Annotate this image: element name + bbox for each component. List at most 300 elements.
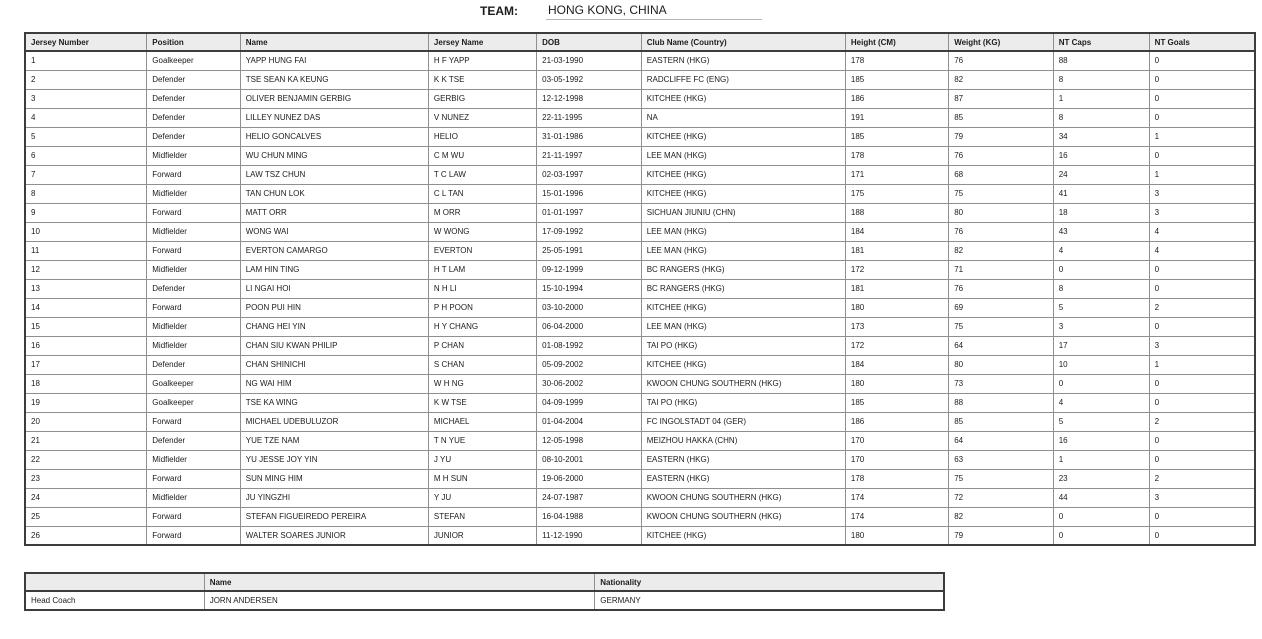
table-cell: 0 [1053, 507, 1149, 526]
table-cell: 186 [845, 412, 948, 431]
table-cell: 186 [845, 89, 948, 108]
table-cell: 1 [1149, 165, 1255, 184]
table-cell: 178 [845, 469, 948, 488]
table-cell: EVERTON CAMARGO [240, 241, 428, 260]
table-cell: 09-12-1999 [537, 260, 642, 279]
table-cell: 2 [1149, 469, 1255, 488]
table-cell: 4 [1149, 222, 1255, 241]
table-row [25, 260, 1255, 279]
table-cell: 184 [845, 222, 948, 241]
table-cell: 2 [25, 70, 147, 89]
table-cell: Midfielder [147, 317, 240, 336]
table-cell: K W TSE [428, 393, 536, 412]
table-cell: 80 [949, 355, 1054, 374]
table-cell: 21-11-1997 [537, 146, 642, 165]
staff-header-row [25, 573, 944, 591]
table-cell: 75 [949, 469, 1054, 488]
table-cell: 22 [25, 450, 147, 469]
table-cell: 0 [1149, 374, 1255, 393]
table-cell: 185 [845, 127, 948, 146]
table-cell: MICHAEL UDEBULUZOR [240, 412, 428, 431]
table-cell: 4 [1053, 393, 1149, 412]
table-cell: EVERTON [428, 241, 536, 260]
table-cell: EASTERN (HKG) [641, 469, 845, 488]
table-cell: LEE MAN (HKG) [641, 241, 845, 260]
table-cell: TSE KA WING [240, 393, 428, 412]
table-cell: 0 [1149, 450, 1255, 469]
table-cell: EASTERN (HKG) [641, 450, 845, 469]
table-cell: 23 [25, 469, 147, 488]
table-cell: 88 [949, 393, 1054, 412]
table-row [25, 488, 1255, 507]
table-cell: 1 [25, 51, 147, 70]
table-cell: 185 [845, 70, 948, 89]
table-cell: JORN ANDERSEN [204, 591, 595, 610]
table-cell: 88 [1053, 51, 1149, 70]
table-cell: 76 [949, 222, 1054, 241]
table-cell: 191 [845, 108, 948, 127]
table-cell: Y JU [428, 488, 536, 507]
table-cell: 16-04-1988 [537, 507, 642, 526]
table-row [25, 51, 1255, 70]
table-cell: 17 [1053, 336, 1149, 355]
table-cell: 24-07-1987 [537, 488, 642, 507]
table-cell: 08-10-2001 [537, 450, 642, 469]
table-cell: 3 [1149, 488, 1255, 507]
table-cell: 170 [845, 431, 948, 450]
table-cell: 180 [845, 374, 948, 393]
table-row [25, 591, 944, 610]
table-cell: 4 [25, 108, 147, 127]
table-cell: 1 [1149, 355, 1255, 374]
table-cell: 185 [845, 393, 948, 412]
table-cell: Goalkeeper [147, 374, 240, 393]
column-header: Jersey Name [428, 33, 536, 51]
table-cell: 0 [1149, 393, 1255, 412]
table-cell: KWOON CHUNG SOUTHERN (HKG) [641, 507, 845, 526]
table-cell: CHANG HEI YIN [240, 317, 428, 336]
table-cell: 71 [949, 260, 1054, 279]
table-cell: WONG WAI [240, 222, 428, 241]
table-cell: 43 [1053, 222, 1149, 241]
table-cell: 3 [1149, 184, 1255, 203]
table-cell: 2 [1149, 412, 1255, 431]
table-cell: 0 [1149, 51, 1255, 70]
table-cell: CHAN SIU KWAN PHILIP [240, 336, 428, 355]
table-cell: Defender [147, 127, 240, 146]
table-cell: 68 [949, 165, 1054, 184]
table-row [25, 355, 1255, 374]
table-cell: H Y CHANG [428, 317, 536, 336]
table-cell: Midfielder [147, 488, 240, 507]
table-cell: KWOON CHUNG SOUTHERN (HKG) [641, 488, 845, 507]
table-cell: STEFAN [428, 507, 536, 526]
table-cell: 01-04-2004 [537, 412, 642, 431]
table-cell: M H SUN [428, 469, 536, 488]
table-cell: Midfielder [147, 260, 240, 279]
table-cell: YUE TZE NAM [240, 431, 428, 450]
table-cell: 174 [845, 507, 948, 526]
table-cell: EASTERN (HKG) [641, 51, 845, 70]
table-cell: 172 [845, 260, 948, 279]
table-cell: 17 [25, 355, 147, 374]
table-cell: Midfielder [147, 184, 240, 203]
table-row [25, 393, 1255, 412]
table-cell: 178 [845, 146, 948, 165]
table-cell: 03-05-1992 [537, 70, 642, 89]
table-cell: C L TAN [428, 184, 536, 203]
table-cell: LEE MAN (HKG) [641, 146, 845, 165]
table-cell: 180 [845, 298, 948, 317]
table-cell: BC RANGERS (HKG) [641, 260, 845, 279]
table-cell: 02-03-1997 [537, 165, 642, 184]
table-cell: 0 [1149, 70, 1255, 89]
table-cell: TAN CHUN LOK [240, 184, 428, 203]
table-cell: 22-11-1995 [537, 108, 642, 127]
table-cell: M ORR [428, 203, 536, 222]
table-cell: CHAN SHINICHI [240, 355, 428, 374]
table-row [25, 336, 1255, 355]
table-cell: 4 [1149, 241, 1255, 260]
table-cell: W WONG [428, 222, 536, 241]
table-cell: 0 [1149, 431, 1255, 450]
table-cell: C M WU [428, 146, 536, 165]
table-cell: 181 [845, 279, 948, 298]
table-row [25, 70, 1255, 89]
table-cell: LAM HIN TING [240, 260, 428, 279]
table-cell: 0 [1053, 260, 1149, 279]
table-cell: 76 [949, 146, 1054, 165]
table-cell: WALTER SOARES JUNIOR [240, 526, 428, 545]
table-cell: POON PUI HIN [240, 298, 428, 317]
team-name-value: HONG KONG, CHINA [546, 3, 762, 20]
table-cell: 1 [1053, 450, 1149, 469]
table-cell: 69 [949, 298, 1054, 317]
table-cell: 34 [1053, 127, 1149, 146]
table-cell: LAW TSZ CHUN [240, 165, 428, 184]
table-cell: 7 [25, 165, 147, 184]
table-cell: 0 [1149, 507, 1255, 526]
table-cell: 14 [25, 298, 147, 317]
table-cell: STEFAN FIGUEIREDO PEREIRA [240, 507, 428, 526]
table-cell: 11 [25, 241, 147, 260]
table-cell: KITCHEE (HKG) [641, 165, 845, 184]
table-cell: 75 [949, 317, 1054, 336]
table-row [25, 184, 1255, 203]
table-cell: 16 [1053, 146, 1149, 165]
table-row [25, 127, 1255, 146]
table-cell: 85 [949, 108, 1054, 127]
table-cell: HELIO GONCALVES [240, 127, 428, 146]
table-cell: Forward [147, 165, 240, 184]
table-cell: TSE SEAN KA KEUNG [240, 70, 428, 89]
table-cell: 5 [1053, 412, 1149, 431]
table-cell: Forward [147, 469, 240, 488]
table-cell: 13 [25, 279, 147, 298]
players-header-row [25, 33, 1255, 51]
table-cell: 64 [949, 431, 1054, 450]
table-cell: 1 [1149, 127, 1255, 146]
table-cell: MICHAEL [428, 412, 536, 431]
table-cell: 05-09-2002 [537, 355, 642, 374]
table-row [25, 241, 1255, 260]
table-cell: 12-12-1998 [537, 89, 642, 108]
table-cell: Midfielder [147, 336, 240, 355]
table-row [25, 298, 1255, 317]
table-cell: 6 [25, 146, 147, 165]
table-cell: 0 [1149, 260, 1255, 279]
table-row [25, 89, 1255, 108]
table-cell: KITCHEE (HKG) [641, 127, 845, 146]
table-cell: 19-06-2000 [537, 469, 642, 488]
table-cell: T C LAW [428, 165, 536, 184]
table-cell: TAI PO (HKG) [641, 336, 845, 355]
table-cell: 87 [949, 89, 1054, 108]
table-cell: 25 [25, 507, 147, 526]
table-cell: Midfielder [147, 450, 240, 469]
table-cell: Goalkeeper [147, 393, 240, 412]
table-cell: 63 [949, 450, 1054, 469]
table-cell: 173 [845, 317, 948, 336]
table-cell: 21 [25, 431, 147, 450]
table-cell: GERMANY [595, 591, 944, 610]
table-cell: GERBIG [428, 89, 536, 108]
table-cell: 04-09-1999 [537, 393, 642, 412]
table-cell: KITCHEE (HKG) [641, 298, 845, 317]
table-cell: OLIVER BENJAMIN GERBIG [240, 89, 428, 108]
table-cell: WU CHUN MING [240, 146, 428, 165]
table-cell: N H LI [428, 279, 536, 298]
table-row [25, 526, 1255, 545]
table-cell: 0 [1053, 374, 1149, 393]
table-cell: H T LAM [428, 260, 536, 279]
table-cell: 175 [845, 184, 948, 203]
table-cell: 1 [1053, 89, 1149, 108]
table-cell: 3 [25, 89, 147, 108]
table-cell: 3 [1149, 336, 1255, 355]
table-row [25, 374, 1255, 393]
table-cell: 15 [25, 317, 147, 336]
table-cell: LILLEY NUNEZ DAS [240, 108, 428, 127]
table-cell: Defender [147, 279, 240, 298]
column-header: DOB [537, 33, 642, 51]
table-cell: Goalkeeper [147, 51, 240, 70]
table-cell: 5 [1053, 298, 1149, 317]
table-row [25, 317, 1255, 336]
table-cell: 18 [25, 374, 147, 393]
table-cell: RADCLIFFE FC (ENG) [641, 70, 845, 89]
players-table [24, 32, 1256, 546]
table-cell: 23 [1053, 469, 1149, 488]
table-cell: 8 [1053, 279, 1149, 298]
table-row [25, 222, 1255, 241]
table-cell: 10 [25, 222, 147, 241]
table-cell: 2 [1149, 298, 1255, 317]
table-cell: LI NGAI HOI [240, 279, 428, 298]
table-cell: 75 [949, 184, 1054, 203]
table-cell: 4 [1053, 241, 1149, 260]
table-cell: KITCHEE (HKG) [641, 526, 845, 545]
table-cell: SUN MING HIM [240, 469, 428, 488]
table-cell: 82 [949, 507, 1054, 526]
table-cell: 180 [845, 526, 948, 545]
table-cell: 25-05-1991 [537, 241, 642, 260]
table-cell: 0 [1149, 317, 1255, 336]
table-cell: 5 [25, 127, 147, 146]
table-cell: 76 [949, 279, 1054, 298]
table-cell: 174 [845, 488, 948, 507]
column-header [25, 573, 204, 591]
table-cell: 8 [1053, 70, 1149, 89]
column-header: Nationality [595, 573, 944, 591]
column-header: Name [204, 573, 595, 591]
table-cell: 85 [949, 412, 1054, 431]
table-cell: 0 [1149, 279, 1255, 298]
table-cell: 184 [845, 355, 948, 374]
table-cell: P H POON [428, 298, 536, 317]
column-header: Weight (KG) [949, 33, 1054, 51]
table-cell: 178 [845, 51, 948, 70]
table-cell: 30-06-2002 [537, 374, 642, 393]
table-cell: J YU [428, 450, 536, 469]
table-cell: 06-04-2000 [537, 317, 642, 336]
table-cell: 12-05-1998 [537, 431, 642, 450]
table-cell: 41 [1053, 184, 1149, 203]
table-cell: 01-01-1997 [537, 203, 642, 222]
table-cell: Defender [147, 108, 240, 127]
column-header: Height (CM) [845, 33, 948, 51]
table-cell: 15-10-1994 [537, 279, 642, 298]
table-cell: 8 [25, 184, 147, 203]
table-cell: V NUNEZ [428, 108, 536, 127]
table-cell: SICHUAN JIUNIU (CHN) [641, 203, 845, 222]
table-cell: 80 [949, 203, 1054, 222]
table-cell: 20 [25, 412, 147, 431]
table-cell: 0 [1149, 146, 1255, 165]
table-cell: 73 [949, 374, 1054, 393]
table-cell: Forward [147, 241, 240, 260]
table-row [25, 412, 1255, 431]
table-cell: 44 [1053, 488, 1149, 507]
table-cell: 24 [1053, 165, 1149, 184]
table-row [25, 279, 1255, 298]
table-cell: S CHAN [428, 355, 536, 374]
table-cell: YAPP HUNG FAI [240, 51, 428, 70]
column-header: Jersey Number [25, 33, 147, 51]
table-cell: Midfielder [147, 222, 240, 241]
table-cell: 11-12-1990 [537, 526, 642, 545]
column-header: Name [240, 33, 428, 51]
table-cell: 01-08-1992 [537, 336, 642, 355]
table-cell: KITCHEE (HKG) [641, 184, 845, 203]
table-cell: 24 [25, 488, 147, 507]
table-cell: Forward [147, 412, 240, 431]
table-cell: 03-10-2000 [537, 298, 642, 317]
table-cell: 16 [1053, 431, 1149, 450]
table-cell: 9 [25, 203, 147, 222]
table-cell: HELIO [428, 127, 536, 146]
column-header: Club Name (Country) [641, 33, 845, 51]
table-cell: 172 [845, 336, 948, 355]
table-cell: Defender [147, 70, 240, 89]
table-cell: YU JESSE JOY YIN [240, 450, 428, 469]
table-row [25, 146, 1255, 165]
table-cell: T N YUE [428, 431, 536, 450]
table-cell: Midfielder [147, 146, 240, 165]
table-cell: Forward [147, 298, 240, 317]
table-cell: Forward [147, 526, 240, 545]
table-cell: Head Coach [25, 591, 204, 610]
table-cell: P CHAN [428, 336, 536, 355]
table-cell: W H NG [428, 374, 536, 393]
table-cell: 0 [1149, 526, 1255, 545]
table-cell: MATT ORR [240, 203, 428, 222]
table-row [25, 450, 1255, 469]
table-cell: 0 [1149, 108, 1255, 127]
table-cell: Forward [147, 507, 240, 526]
table-cell: KITCHEE (HKG) [641, 89, 845, 108]
table-cell: Defender [147, 89, 240, 108]
table-cell: 10 [1053, 355, 1149, 374]
column-header: NT Caps [1053, 33, 1149, 51]
table-cell: 12 [25, 260, 147, 279]
column-header: NT Goals [1149, 33, 1255, 51]
table-cell: 19 [25, 393, 147, 412]
table-cell: 72 [949, 488, 1054, 507]
table-row [25, 203, 1255, 222]
table-cell: 170 [845, 450, 948, 469]
table-cell: 15-01-1996 [537, 184, 642, 203]
table-cell: LEE MAN (HKG) [641, 317, 845, 336]
table-cell: 3 [1053, 317, 1149, 336]
table-cell: KWOON CHUNG SOUTHERN (HKG) [641, 374, 845, 393]
table-cell: 79 [949, 127, 1054, 146]
table-cell: MEIZHOU HAKKA (CHN) [641, 431, 845, 450]
team-title [0, 0, 1262, 20]
table-cell: NG WAI HIM [240, 374, 428, 393]
table-cell: H F YAPP [428, 51, 536, 70]
table-cell: 26 [25, 526, 147, 545]
table-cell: TAI PO (HKG) [641, 393, 845, 412]
table-cell: 8 [1053, 108, 1149, 127]
table-row [25, 431, 1255, 450]
table-cell: 76 [949, 51, 1054, 70]
table-row [25, 165, 1255, 184]
column-header: Position [147, 33, 240, 51]
table-cell: 0 [1149, 89, 1255, 108]
table-cell: KITCHEE (HKG) [641, 355, 845, 374]
staff-table [24, 572, 945, 611]
table-cell: 16 [25, 336, 147, 355]
table-cell: 188 [845, 203, 948, 222]
table-cell: Defender [147, 431, 240, 450]
table-cell: 31-01-1986 [537, 127, 642, 146]
table-cell: 82 [949, 70, 1054, 89]
table-cell: 181 [845, 241, 948, 260]
table-cell: 17-09-1992 [537, 222, 642, 241]
table-cell: 0 [1053, 526, 1149, 545]
table-cell: JUNIOR [428, 526, 536, 545]
table-cell: 3 [1149, 203, 1255, 222]
table-row [25, 507, 1255, 526]
table-cell: Forward [147, 203, 240, 222]
table-cell: 21-03-1990 [537, 51, 642, 70]
table-cell: 18 [1053, 203, 1149, 222]
table-cell: 79 [949, 526, 1054, 545]
table-cell: K K TSE [428, 70, 536, 89]
table-row [25, 108, 1255, 127]
table-cell: 171 [845, 165, 948, 184]
